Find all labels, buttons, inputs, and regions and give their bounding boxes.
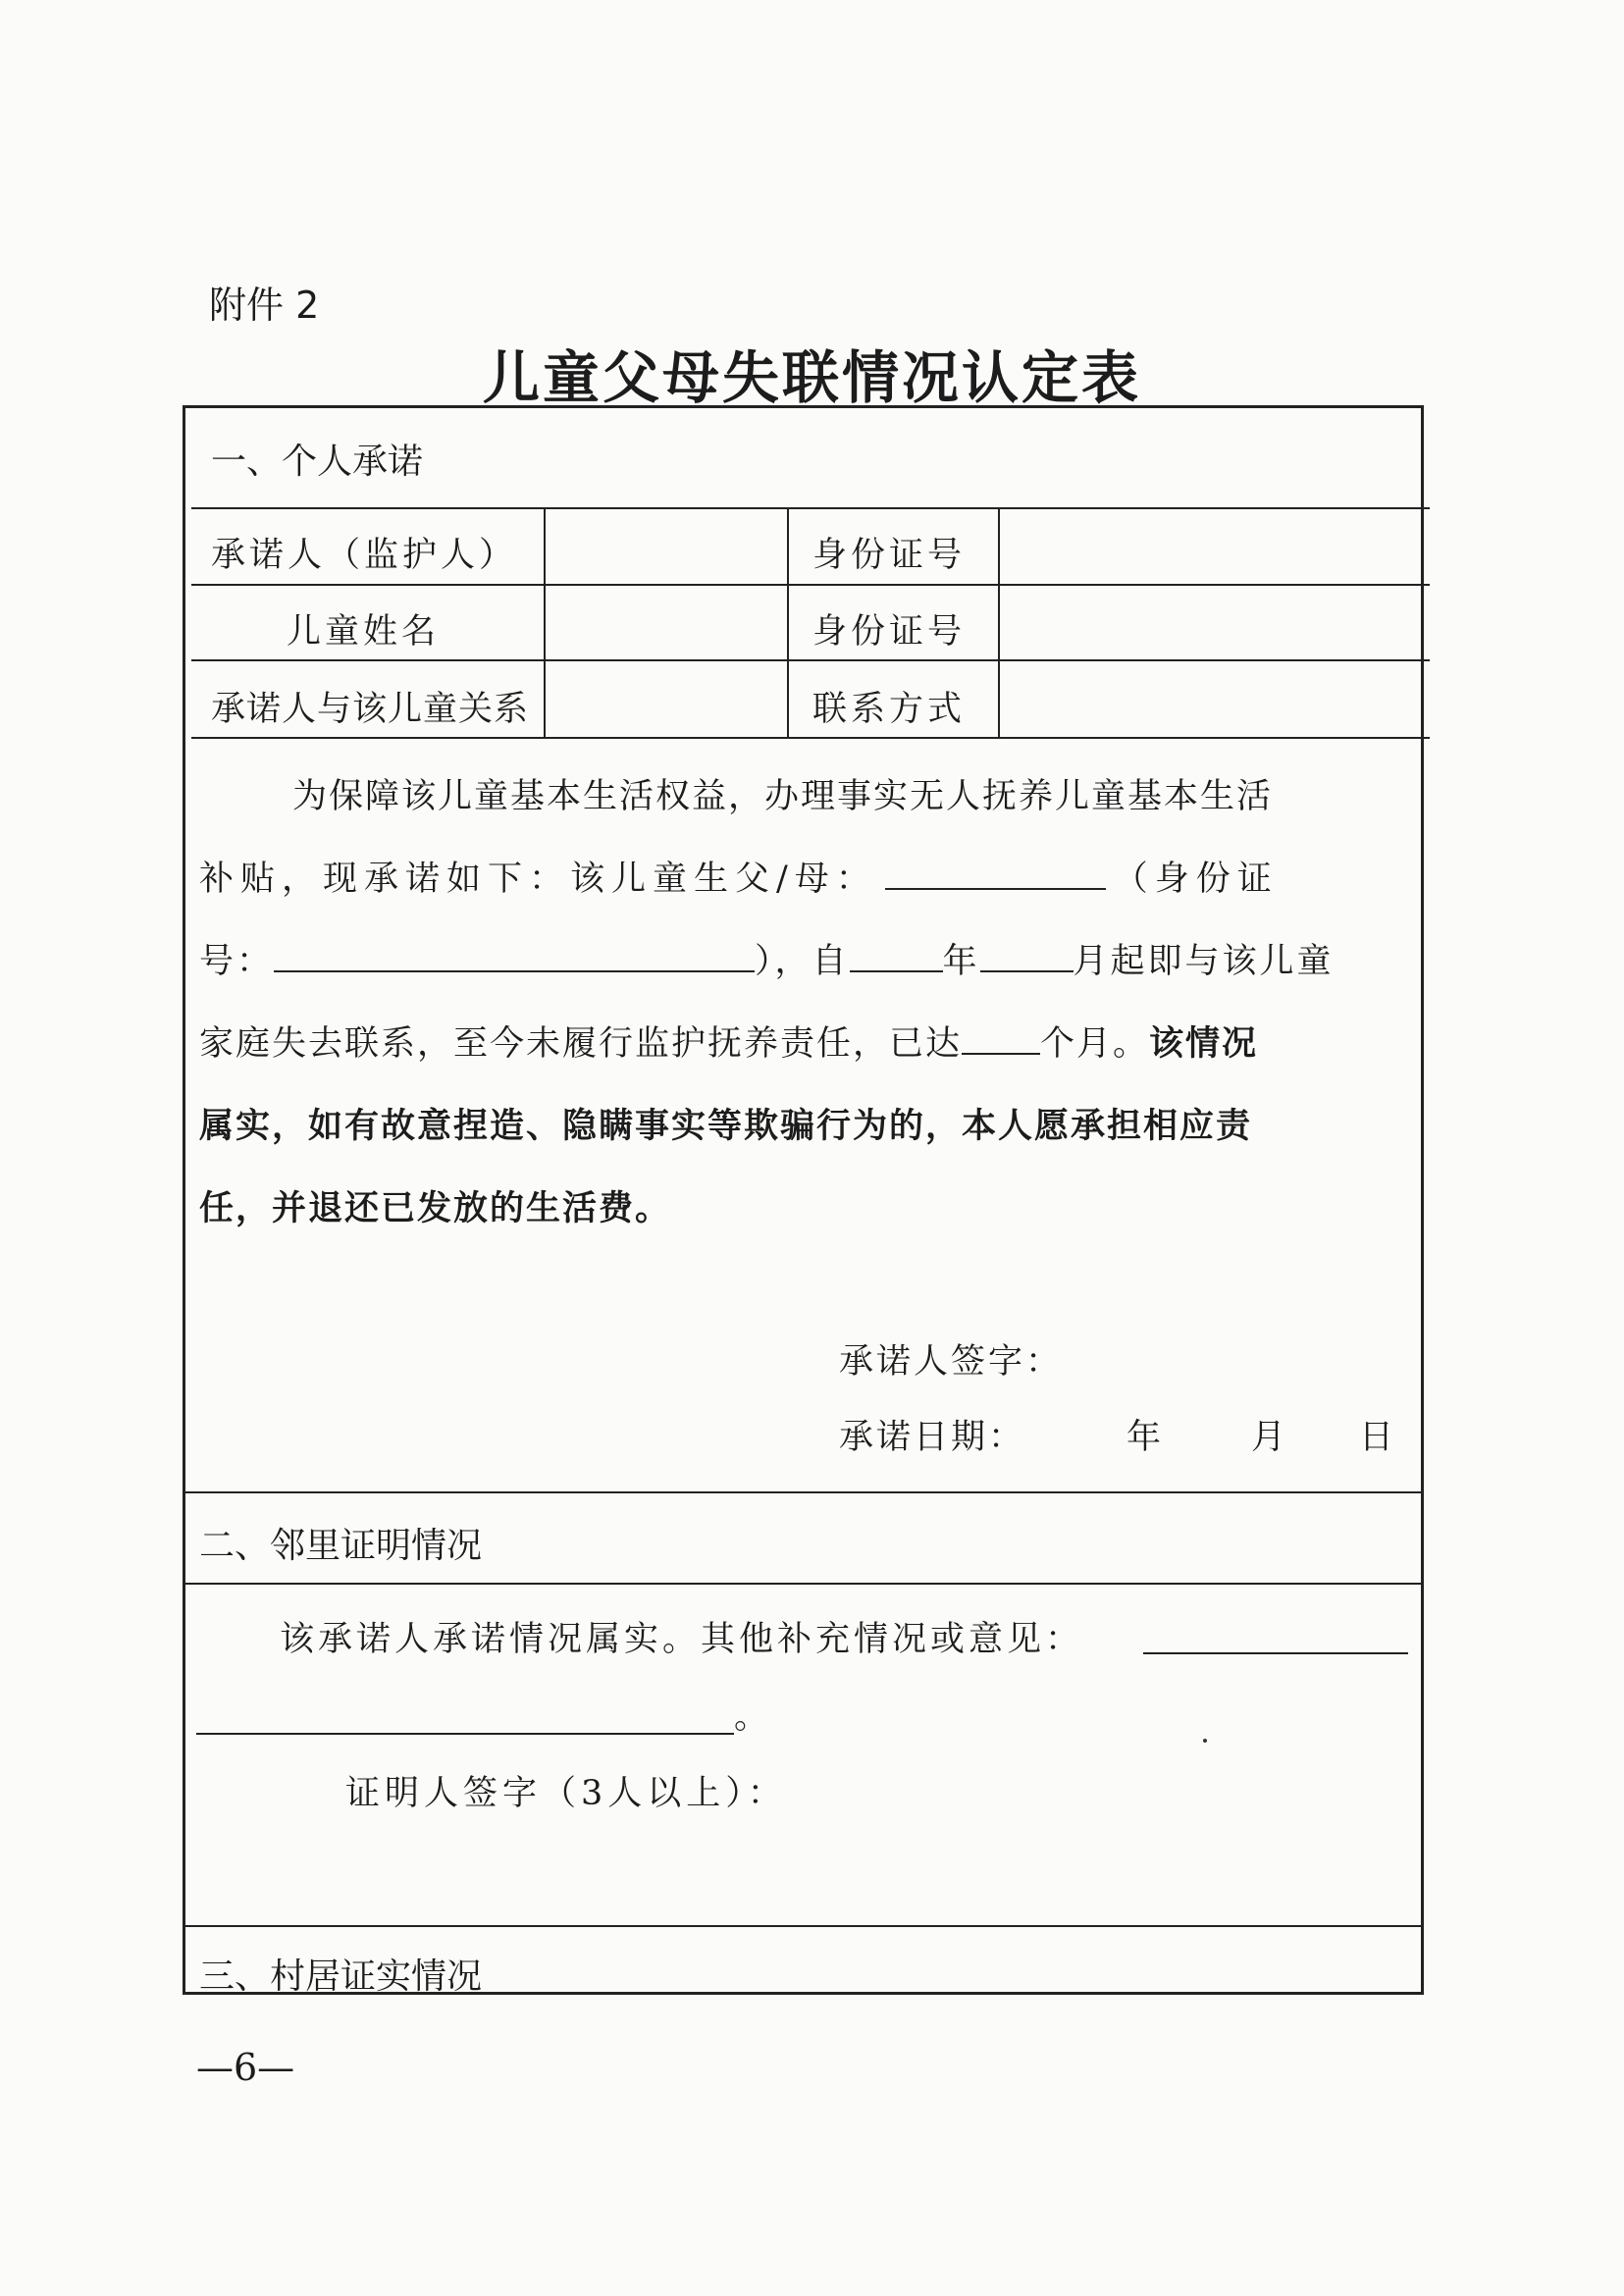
- parent-id-blank: [274, 935, 755, 972]
- neighbor-statement: 该承诺人承诺情况属实。其他补充情况或意见：: [280, 1620, 1084, 1659]
- date-label: 承诺日期：: [839, 1418, 1026, 1457]
- commitment-text-segment: ），自: [755, 942, 850, 981]
- child-name-label: 儿童姓名: [287, 612, 441, 652]
- year-blank: [850, 935, 943, 972]
- commitment-line: [199, 1003, 1416, 1085]
- relationship-label: 承诺人与该儿童关系: [211, 690, 530, 729]
- commitment-text-segment: （身份证: [1113, 860, 1279, 899]
- commitment-line: 属实，如有故意捏造、隐瞒事实等欺骗行为的，本人愿承担相应责: [199, 1106, 1253, 1146]
- commitment-text-segment: 个月。: [1040, 1024, 1150, 1064]
- commitment-text-segment: 补贴，现承诺如下：该儿童生父/母：: [199, 860, 877, 899]
- column-divider: [998, 507, 1000, 737]
- sentence-period: 。: [734, 1697, 772, 1737]
- page-number: —6—: [196, 2046, 295, 2089]
- divider: [191, 659, 1430, 661]
- commitment-line: 为保障该儿童基本生活权益，办理事实无人抚养儿童基本生活: [292, 777, 1274, 816]
- column-divider: [544, 507, 546, 737]
- commitment-text-segment: 年: [942, 942, 980, 981]
- guardian-id-label: 身份证号: [812, 536, 967, 575]
- commitment-text-segment: 该情况: [1149, 1023, 1259, 1064]
- commitment-text-segment: 家庭失去联系，至今未履行监护抚养责任，已达: [199, 1024, 963, 1064]
- divider: [183, 1925, 1424, 1927]
- commitment-text-segment: 号：: [199, 942, 275, 981]
- divider: [191, 584, 1430, 586]
- opinion-blank: [1143, 1617, 1408, 1654]
- commitment-line: [199, 920, 1416, 1003]
- column-divider: [787, 507, 789, 737]
- commitment-text-segment: 月起即与该儿童: [1073, 942, 1335, 981]
- month-blank: [980, 935, 1074, 972]
- parent-name-blank: [885, 853, 1106, 890]
- divider: [191, 507, 1430, 509]
- date-year: 年: [1126, 1418, 1165, 1457]
- child-id-label: 身份证号: [812, 612, 967, 652]
- contact-label: 联系方式: [812, 690, 967, 729]
- witness-signature-label: 证明人签字（3人以上）：: [345, 1774, 787, 1813]
- divider: [191, 737, 1430, 739]
- section-3-heading: 三、村居证实情况: [199, 1957, 483, 1997]
- guardian-label: 承诺人（监护人）: [211, 536, 518, 575]
- commitment-line: 任，并退还已发放的生活费。: [199, 1188, 672, 1228]
- divider: [183, 1491, 1424, 1493]
- commitment-text: [199, 756, 1416, 1250]
- section-2-heading: 二、邻里证明情况: [199, 1526, 483, 1566]
- opinion-blank: [196, 1697, 734, 1735]
- signature-label: 承诺人签字：: [839, 1342, 1064, 1382]
- date-month: 月: [1251, 1418, 1289, 1457]
- attachment-label: 附件 2: [209, 284, 320, 327]
- months-blank: [962, 1018, 1040, 1055]
- scan-speck: [1203, 1739, 1207, 1743]
- date-day: 日: [1359, 1418, 1397, 1457]
- divider: [183, 1583, 1424, 1585]
- page-title: 儿童父母失联情况认定表: [482, 344, 1141, 411]
- commitment-line: [199, 838, 1416, 920]
- section-1-heading: 一、个人承诺: [211, 442, 424, 482]
